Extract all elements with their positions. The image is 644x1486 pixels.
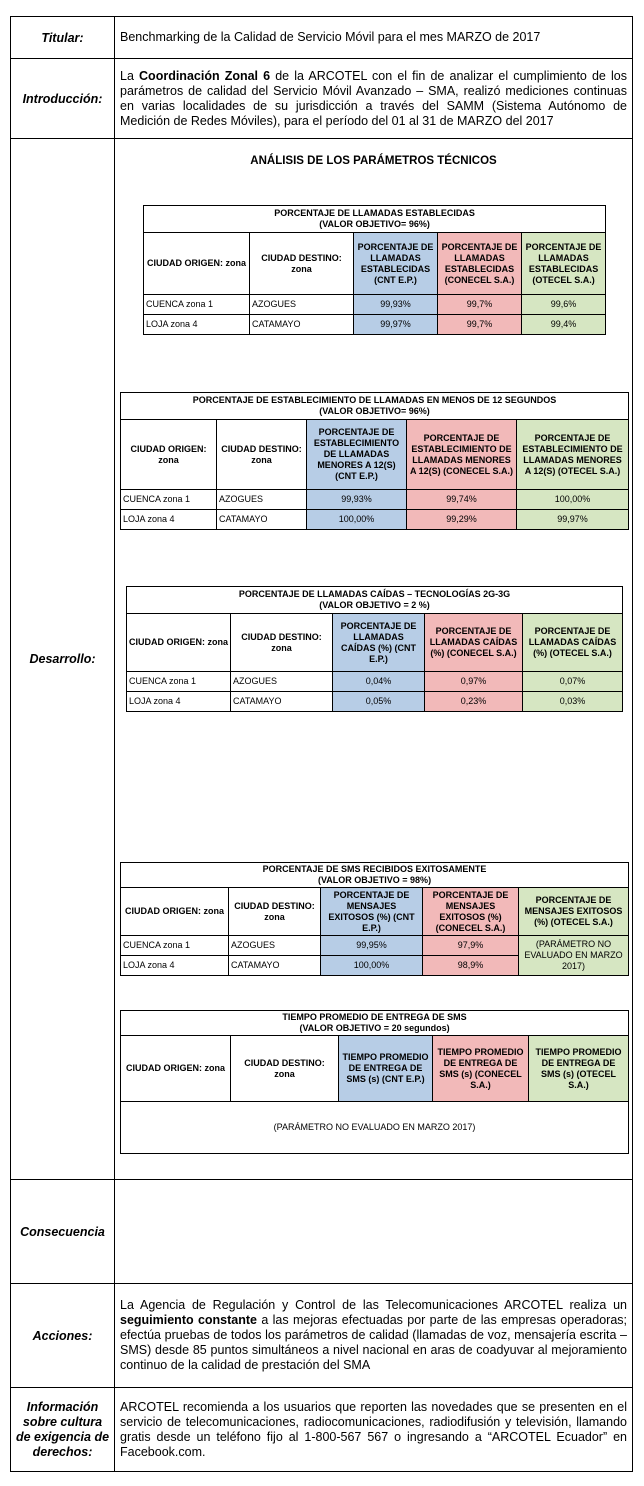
table-row [127,672,623,692]
t1-objective: (VALOR OBJETIVO= 96%) [319,219,430,229]
acciones-text [115,1284,633,1388]
t5-objective: (VALOR OBJETIVO = 20 segundos) [299,1023,450,1033]
t3-objective: (VALOR OBJETIVO = 2 %) [319,600,430,610]
cell-cnt: 99,97% [354,315,438,335]
t5-col-destino: CIUDAD DESTINO: zona [231,1036,339,1102]
label-informacion: Información sobre cultura de exigencia de derechos: [11,1388,115,1472]
t5-note: (PARÁMETRO NO EVALUADO EN MARZO 2017) [121,1102,629,1154]
cell-conecel: 98,9% [423,956,519,976]
table-sms-exitosos [120,862,629,976]
cell-origen: CUENCA zona 1 [121,936,229,956]
cell-origen: CUENCA zona 1 [144,295,250,315]
cell-origen: LOJA zona 4 [121,956,229,976]
t2-col-conecel: PORCENTAJE DE ESTABLECIMIENTO DE LLAMADAS MENORES A 12(S) (CONECEL S.A.) [407,420,517,490]
t4-col-otecel: PORCENTAJE DE MENSAJES EXITOSOS (%) (OTECEL S.A.) [519,888,629,936]
table-row [121,936,629,956]
cell-otecel: 99,97% [517,510,629,530]
cell-otecel: 0,03% [523,692,623,712]
t3-col-cnt: PORCENTAJE DE LLAMADAS CAÍDAS (%) (CNT E.P.) [333,614,425,672]
t2-objective: (VALOR OBJETIVO= 96%) [319,406,430,416]
label-introduccion: Introducción: [11,59,115,139]
cell-origen: LOJA zona 4 [121,510,217,530]
label-titular: Titular: [11,17,115,59]
t3-col-otecel: PORCENTAJE DE LLAMADAS CAÍDAS (%) (OTECEL S.A.) [523,614,623,672]
t4-col-destino: CIUDAD DESTINO: zona [229,888,321,936]
table-llamadas-caidas [126,586,623,712]
cell-origen: LOJA zona 4 [144,315,250,335]
cell-destino: CATAMAYO [231,692,333,712]
t2-col-cnt: PORCENTAJE DE ESTABLECIMIENTO DE LLAMADAS MENORES A 12(S) (CNT E.P.) [307,420,407,490]
t1-col-otecel: PORCENTAJE DE LLAMADAS ESTABLECIDAS (OTECEL S.A.) [522,233,606,295]
cell-conecel: 0,23% [425,692,523,712]
t5-col-conecel: TIEMPO PROMEDIO DE ENTREGA DE SMS (s) (CONECEL S.A.) [433,1036,529,1102]
cell-cnt: 100,00% [321,956,423,976]
cell-destino: CATAMAYO [250,315,354,335]
t3-col-destino: CIUDAD DESTINO: zona [231,614,333,672]
label-desarrollo: Desarrollo: [11,139,115,1180]
cell-conecel: 99,7% [438,295,522,315]
t5-title: TIEMPO PROMEDIO DE ENTREGA DE SMS [282,1012,467,1022]
label-consecuencia: Consecuencia [11,1180,115,1284]
acciones-bold: seguimiento constante [120,1313,258,1327]
informacion-text: ARCOTEL recomienda a los usuarios que reporten las novedades que se presenten en el servicio de telecomunicaciones, radiocomunicaciones, radiodifusión y televisión, llamando gratis desde un teléfono fijo al 1-800-567 567 o ingresando a “ARCOTEL Ecuador” en Facebook.com. [115,1388,633,1472]
cell-destino: AZOGUES [229,936,321,956]
acciones-part-2: a las mejoras efectuadas por parte de las empresas operadoras; efectúa pruebas de todos los parámetros de calidad (llamadas de voz, mensajería escrita – SMS) desde 85 puntos simultáneos a nivel nacional en aras de coadyuvar al mejoramiento continuo de la calidad de prestación del SMA [120,1313,628,1372]
t5-col-origen: CIUDAD ORIGEN: zona [121,1036,231,1102]
cell-conecel: 0,97% [425,672,523,692]
cell-conecel: 97,9% [423,936,519,956]
t5-col-otecel: TIEMPO PROMEDIO DE ENTREGA DE SMS (s) (OTECEL S.A.) [529,1036,629,1102]
table-row [144,315,606,335]
cell-otecel: 0,07% [523,672,623,692]
consecuencia-cell [115,1180,633,1284]
cell-destino: CATAMAYO [229,956,321,976]
cell-cnt: 0,05% [333,692,425,712]
introduccion-text [115,59,633,139]
table-row [121,490,629,510]
t4-col-conecel: PORCENTAJE DE MENSAJES EXITOSOS (%) (CONECEL S.A.) [423,888,519,936]
cell-otecel: 100,00% [517,490,629,510]
cell-cnt: 99,95% [321,936,423,956]
cell-conecel: 99,74% [407,490,517,510]
t4-col-cnt: PORCENTAJE DE MENSAJES EXITOSOS (%) (CNT E.P.) [321,888,423,936]
t1-col-origen: CIUDAD ORIGEN: zona [144,233,250,295]
t2-title: PORCENTAJE DE ESTABLECIMIENTO DE LLAMADAS EN MENOS DE 12 SEGUNDOS [192,395,557,405]
table-row [127,692,623,712]
table-row [144,295,606,315]
t3-title: PORCENTAJE DE LLAMADAS CAÍDAS – TECNOLOGÍAS 2G-3G [238,589,511,599]
introduccion-part-2: de la ARCOTEL con el fin de analizar el cumplimiento de los parámetros de calidad del Servicio Móvil Avanzado – SMA, realizó mediciones continuas en varias localidades de su jurisdicción a través del SAMM (Sistema Autónomo de Medición de Redes Móviles), para el período del 01 al 31 de MARZO del 2017 [120,68,627,128]
desarrollo-cell [115,139,633,1180]
cell-otecel: 99,4% [522,315,606,335]
t2-col-origen: CIUDAD ORIGEN: zona [121,420,217,490]
t4-objective: (VALOR OBJETIVO = 98%) [317,875,432,885]
cell-cnt: 99,93% [307,490,407,510]
cell-destino: AZOGUES [250,295,354,315]
t4-title: PORCENTAJE DE SMS RECIBIDOS EXITOSAMENTE [262,864,487,874]
introduccion-part-1: La [120,68,140,83]
t1-title: PORCENTAJE DE LLAMADAS ESTABLECIDAS [274,208,475,218]
cell-origen: CUENCA zona 1 [127,672,231,692]
cell-cnt: 100,00% [307,510,407,530]
report-table [10,16,633,1472]
cell-otecel-note: (PARÁMETRO NO EVALUADO EN MARZO 2017) [519,936,629,976]
cell-cnt: 0,04% [333,672,425,692]
t3-col-origen: CIUDAD ORIGEN: zona [127,614,231,672]
t1-col-conecel: PORCENTAJE DE LLAMADAS ESTABLECIDAS (CONECEL S.A.) [438,233,522,295]
cell-conecel: 99,7% [438,315,522,335]
t2-col-otecel: PORCENTAJE DE ESTABLECIMIENTO DE LLAMADAS MENORES A 12(S) (OTECEL S.A.) [517,420,629,490]
t5-col-cnt: TIEMPO PROMEDIO DE ENTREGA DE SMS (s) (CNT E.P.) [339,1036,433,1102]
label-acciones: Acciones: [11,1284,115,1388]
cell-origen: CUENCA zona 1 [121,490,217,510]
acciones-part-1: La Agencia de Regulación y Control de las Telecomunicaciones ARCOTEL realiza un [120,1298,627,1312]
table-tiempo-sms [120,1010,629,1154]
cell-destino: AZOGUES [231,672,333,692]
introduccion-bold: Coordinación Zonal 6 [139,68,271,83]
cell-origen: LOJA zona 4 [127,692,231,712]
t3-col-conecel: PORCENTAJE DE LLAMADAS CAÍDAS (%) (CONECEL S.A.) [425,614,523,672]
table-establecimiento-12s [120,392,629,530]
cell-conecel: 99,29% [407,510,517,530]
analysis-title: ANÁLISIS DE LOS PARÁMETROS TÉCNICOS [250,155,497,167]
titular-text: Benchmarking de la Calidad de Servicio Móvil para el mes MARZO de 2017 [115,17,633,59]
table-row [121,510,629,530]
cell-destino: CATAMAYO [217,510,307,530]
table-llamadas-establecidas [143,205,606,335]
cell-cnt: 99,93% [354,295,438,315]
t1-col-cnt: PORCENTAJE DE LLAMADAS ESTABLECIDAS (CNT E.P.) [354,233,438,295]
t4-col-origen: CIUDAD ORIGEN: zona [121,888,229,936]
cell-destino: AZOGUES [217,490,307,510]
cell-otecel: 99,6% [522,295,606,315]
t1-col-destino: CIUDAD DESTINO: zona [250,233,354,295]
t2-col-destino: CIUDAD DESTINO: zona [217,420,307,490]
